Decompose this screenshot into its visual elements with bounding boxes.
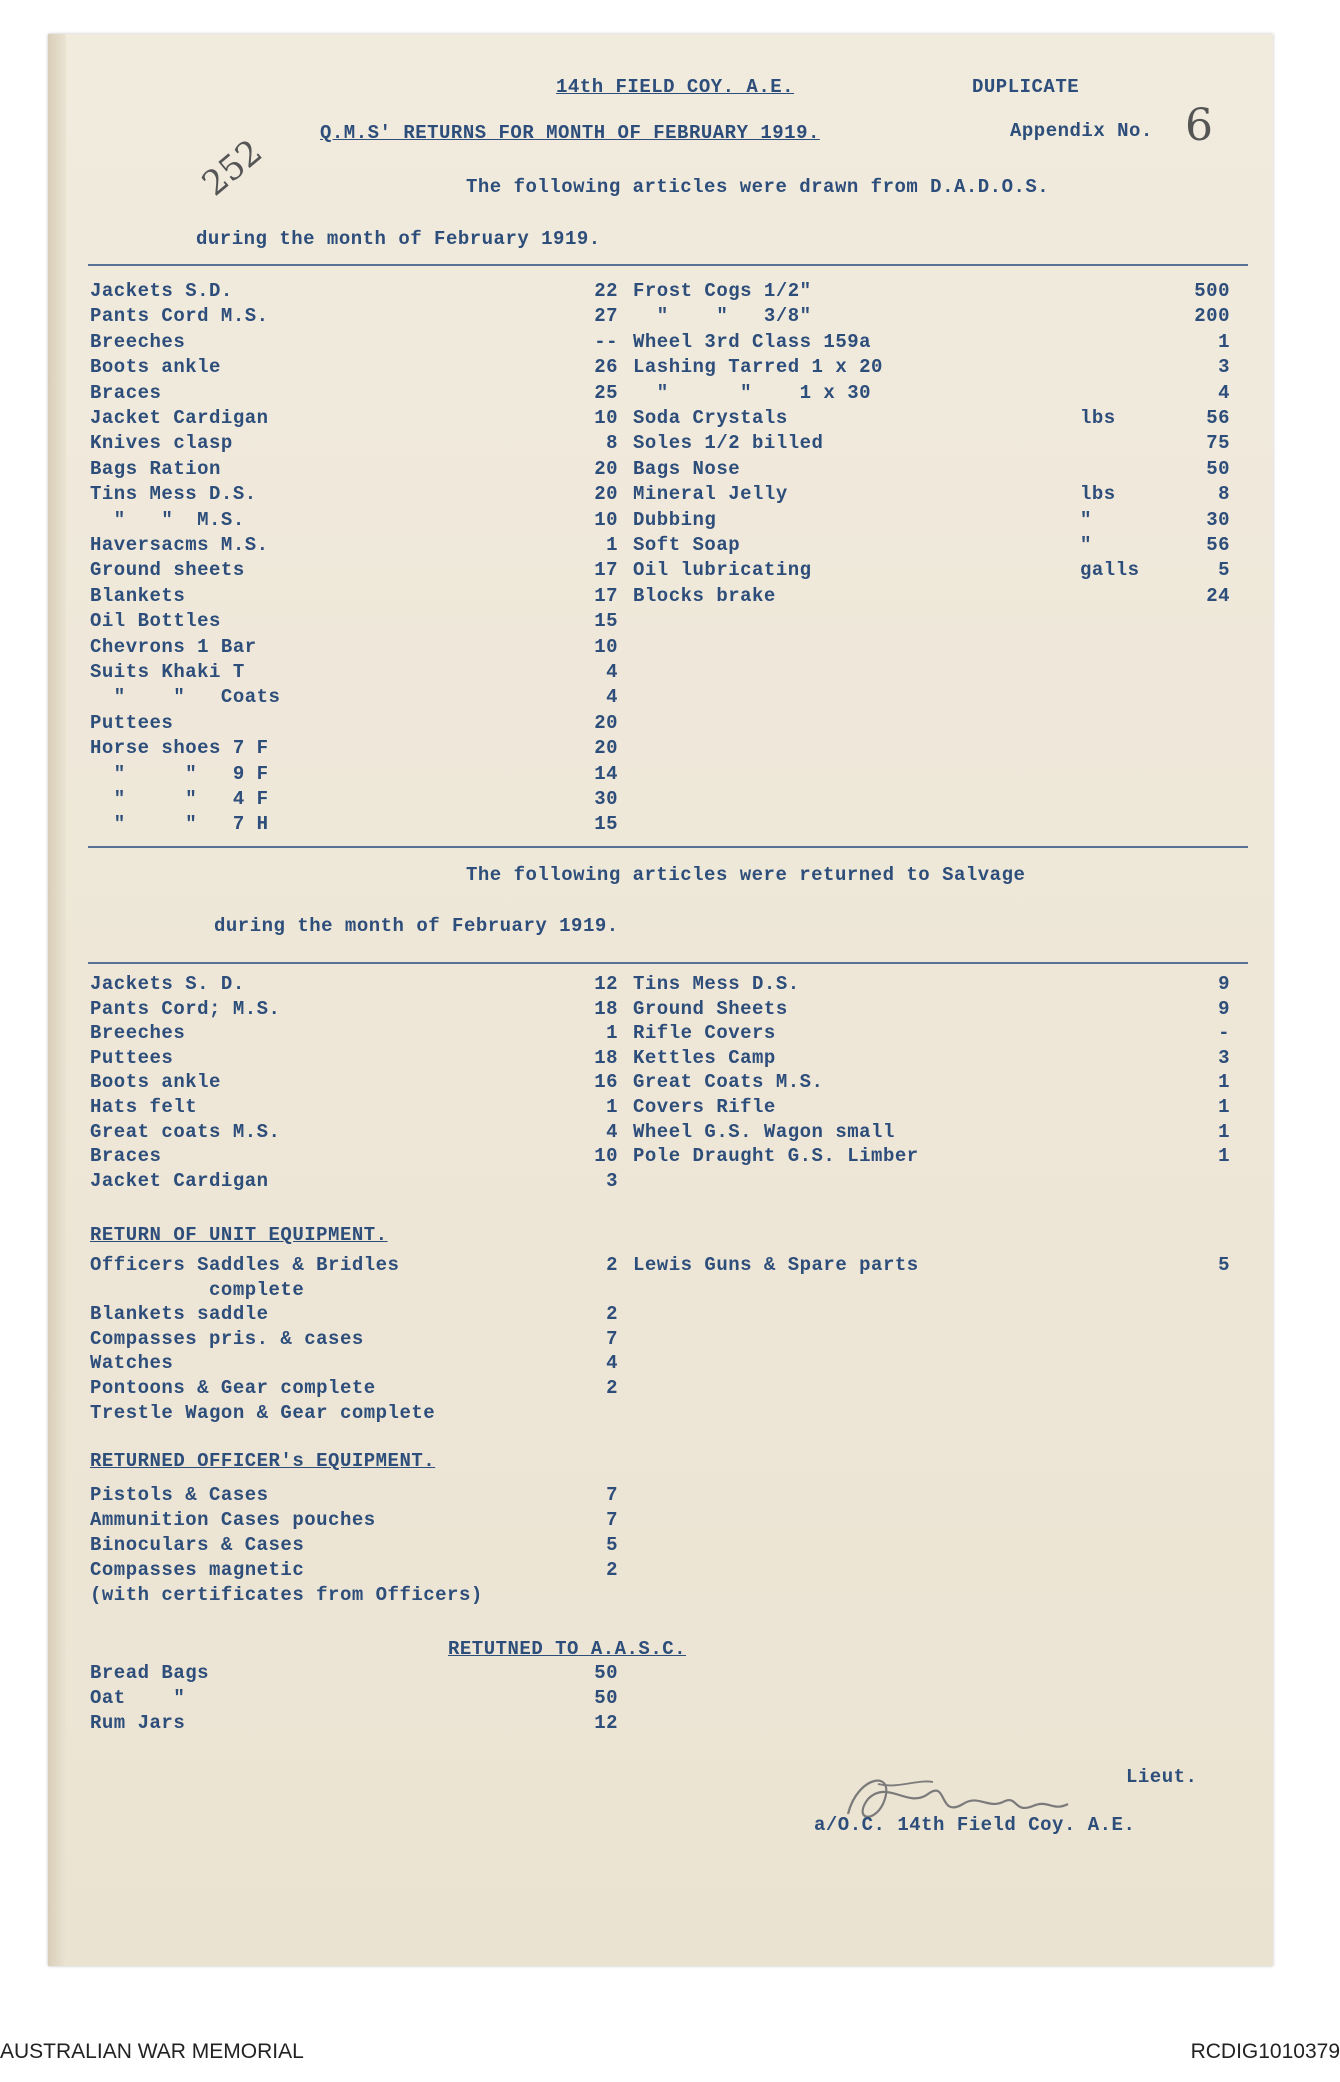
item-quantity: 30 xyxy=(594,788,618,810)
item-name: Compasses magnetic xyxy=(90,1559,305,1581)
item-quantity: 3 xyxy=(1218,356,1230,379)
item-name: Pistols & Cases xyxy=(90,1484,269,1506)
unit-equipment-heading: RETURN OF UNIT EQUIPMENT. xyxy=(90,1224,388,1246)
item-name: complete xyxy=(90,1278,305,1301)
item-name: Compasses pris. & cases xyxy=(90,1327,364,1350)
item-quantity: 200 xyxy=(1194,305,1230,328)
folio-number: 252 xyxy=(194,131,271,205)
item-name: Braces xyxy=(90,1145,162,1168)
item-name: Bread Bags xyxy=(90,1662,210,1684)
item-quantity: 50 xyxy=(594,1687,618,1709)
item-name: Dubbing xyxy=(633,508,717,531)
item-quantity: 22 xyxy=(594,280,618,302)
item-quantity: 4 xyxy=(606,1352,618,1375)
divider-rule xyxy=(88,846,1248,848)
item-quantity: 2 xyxy=(606,1559,618,1581)
unit-equipment-right-item: Lewis Guns & Spare parts xyxy=(633,1254,919,1276)
item-quantity: 17 xyxy=(594,584,618,607)
item-name: Jackets S. D. xyxy=(90,973,245,995)
item-name: Braces xyxy=(90,381,162,404)
item-quantity: 26 xyxy=(594,356,618,379)
item-name: Oat " xyxy=(90,1687,186,1709)
item-quantity: 500 xyxy=(1194,280,1230,302)
item-quantity: 2 xyxy=(606,1303,618,1326)
item-name: Pontoons & Gear complete xyxy=(90,1377,376,1399)
item-name: Great coats M.S. xyxy=(90,1120,281,1143)
item-name: Blankets xyxy=(90,584,186,607)
item-name: Breeches xyxy=(90,330,186,353)
item-quantity: 2 xyxy=(606,1254,618,1276)
item-quantity: 15 xyxy=(594,813,618,836)
item-name: Puttees xyxy=(90,1046,174,1069)
item-name: " " 7 H xyxy=(90,813,269,836)
item-unit: " xyxy=(1080,508,1092,531)
item-quantity: 10 xyxy=(594,1145,618,1168)
item-unit: lbs xyxy=(1080,483,1116,506)
item-name: " " M.S. xyxy=(90,508,245,531)
item-quantity: 8 xyxy=(606,432,618,455)
item-name: Puttees xyxy=(90,711,174,734)
item-name: " " 4 F xyxy=(90,788,269,810)
item-quantity: 18 xyxy=(594,997,618,1020)
item-name: Pants Cord; M.S. xyxy=(90,997,281,1020)
item-quantity: 9 xyxy=(1218,973,1230,995)
item-quantity: 1 xyxy=(1218,1071,1230,1094)
item-name: Wheel G.S. Wagon small xyxy=(633,1120,895,1143)
item-quantity: 17 xyxy=(594,559,618,582)
item-name: Pants Cord M.S. xyxy=(90,305,269,328)
item-quantity: 56 xyxy=(1206,407,1230,429)
item-name: Ground sheets xyxy=(90,559,245,582)
item-quantity: 18 xyxy=(594,1046,618,1069)
item-quantity: 1 xyxy=(1218,330,1230,353)
item-name: Kettles Camp xyxy=(633,1046,776,1069)
signature-role: a/O.C. 14th Field Coy. A.E. xyxy=(814,1814,1136,1836)
item-name: Chevrons 1 Bar xyxy=(90,635,257,658)
item-quantity: 75 xyxy=(1206,432,1230,455)
signature-rank: Lieut. xyxy=(1126,1766,1198,1788)
item-quantity: 15 xyxy=(594,610,618,633)
item-name: Suits Khaki T xyxy=(90,661,245,683)
item-quantity: 20 xyxy=(594,737,618,760)
item-quantity: 20 xyxy=(594,457,618,480)
item-quantity: 1 xyxy=(1218,1145,1230,1168)
item-quantity: 9 xyxy=(1218,997,1230,1020)
item-quantity: - xyxy=(1218,1022,1230,1045)
item-name: Breeches xyxy=(90,1022,186,1045)
item-quantity: 14 xyxy=(594,762,618,785)
footer-left: AUSTRALIAN WAR MEMORIAL xyxy=(0,2040,304,2063)
item-name: Jackets S.D. xyxy=(90,280,233,302)
salvage-intro-2: during the month of February 1919. xyxy=(214,915,619,937)
item-name: Oil Bottles xyxy=(90,610,221,633)
item-name: Soda Crystals xyxy=(633,407,788,429)
salvage-intro-1: The following articles were returned to Salvage xyxy=(466,864,1026,886)
appendix-number: 6 xyxy=(1185,100,1213,151)
item-quantity: 4 xyxy=(606,1120,618,1143)
item-name: Tins Mess D.S. xyxy=(633,973,800,995)
item-name: " " 3/8" xyxy=(633,305,812,328)
item-quantity: 7 xyxy=(606,1327,618,1350)
item-quantity: 16 xyxy=(594,1071,618,1094)
item-quantity: 3 xyxy=(606,1169,618,1192)
item-name: Frost Cogs 1/2" xyxy=(633,280,812,302)
item-name: Covers Rifle xyxy=(633,1096,776,1118)
officers-equipment-heading: RETURNED OFFICER's EQUIPMENT. xyxy=(90,1450,436,1472)
item-name: Rifle Covers xyxy=(633,1022,776,1045)
item-quantity: 7 xyxy=(606,1509,618,1531)
item-quantity: 50 xyxy=(594,1662,618,1684)
drawn-intro-2: during the month of February 1919. xyxy=(196,228,601,250)
unit-equipment-right-qty: 5 xyxy=(1218,1254,1230,1276)
item-name: Tins Mess D.S. xyxy=(90,483,257,506)
item-quantity: 24 xyxy=(1206,584,1230,607)
item-name: Great Coats M.S. xyxy=(633,1071,824,1094)
item-name: Lashing Tarred 1 x 20 xyxy=(633,356,883,379)
item-quantity: 10 xyxy=(594,508,618,531)
item-name: Soles 1/2 billed xyxy=(633,432,824,455)
drawn-intro-1: The following articles were drawn from D.A.D.O.S. xyxy=(466,176,1050,198)
item-name: Blankets saddle xyxy=(90,1303,269,1326)
item-name: Blocks brake xyxy=(633,584,776,607)
item-name: Ground Sheets xyxy=(633,997,788,1020)
item-quantity: 12 xyxy=(594,973,618,995)
item-unit: lbs xyxy=(1080,407,1116,429)
item-quantity: 27 xyxy=(594,305,618,328)
item-name: Pole Draught G.S. Limber xyxy=(633,1145,919,1168)
item-quantity: 1 xyxy=(606,1096,618,1118)
item-name: Horse shoes 7 F xyxy=(90,737,269,760)
item-name: Knives clasp xyxy=(90,432,233,455)
item-quantity: 10 xyxy=(594,407,618,429)
item-name: Wheel 3rd Class 159a xyxy=(633,330,872,353)
item-quantity: 5 xyxy=(1218,559,1230,582)
item-quantity: 4 xyxy=(606,661,618,683)
item-quantity: 20 xyxy=(594,711,618,734)
duplicate-label: DUPLICATE xyxy=(972,76,1080,98)
item-name: Boots ankle xyxy=(90,356,221,379)
item-quantity: 3 xyxy=(1218,1046,1230,1069)
item-name: " " 9 F xyxy=(90,762,269,785)
item-quantity: 8 xyxy=(1218,483,1230,506)
item-name: Rum Jars xyxy=(90,1712,186,1734)
item-quantity: 50 xyxy=(1206,457,1230,480)
item-name: Jacket Cardigan xyxy=(90,1169,269,1192)
item-quantity: 10 xyxy=(594,635,618,658)
item-quantity: 2 xyxy=(606,1377,618,1399)
item-quantity: -- xyxy=(594,330,618,353)
item-name: Bags Nose xyxy=(633,457,741,480)
item-unit: galls xyxy=(1080,559,1140,582)
item-quantity: 56 xyxy=(1206,534,1230,556)
item-name: Haversacms M.S. xyxy=(90,534,269,556)
item-name: Mineral Jelly xyxy=(633,483,788,506)
item-name: Trestle Wagon & Gear complete xyxy=(90,1401,436,1424)
item-unit: " xyxy=(1080,534,1092,556)
item-name: " " 1 x 30 xyxy=(633,381,872,404)
item-quantity: 1 xyxy=(606,1022,618,1045)
item-quantity: 4 xyxy=(1218,381,1230,404)
item-quantity: 20 xyxy=(594,483,618,506)
item-name: Ammunition Cases pouches xyxy=(90,1509,376,1531)
appendix-label: Appendix No. xyxy=(1010,120,1153,142)
item-name: Officers Saddles & Bridles xyxy=(90,1254,400,1276)
item-quantity: 7 xyxy=(606,1484,618,1506)
returns-title: Q.M.S' RETURNS FOR MONTH OF FEBRUARY 1919. xyxy=(320,122,820,144)
item-name: " " Coats xyxy=(90,686,281,709)
aasc-heading: RETUTNED TO A.A.S.C. xyxy=(448,1638,687,1660)
item-quantity: 1 xyxy=(1218,1096,1230,1118)
item-name: (with certificates from Officers) xyxy=(90,1584,483,1606)
item-quantity: 4 xyxy=(606,686,618,709)
item-name: Oil lubricating xyxy=(633,559,812,582)
divider-rule xyxy=(88,264,1248,266)
item-name: Jacket Cardigan xyxy=(90,407,269,429)
unit-heading: 14th FIELD COY. A.E. xyxy=(556,76,795,98)
item-name: Soft Soap xyxy=(633,534,741,556)
item-name: Boots ankle xyxy=(90,1071,221,1094)
item-name: Watches xyxy=(90,1352,174,1375)
item-quantity: 12 xyxy=(594,1712,618,1734)
item-quantity: 30 xyxy=(1206,508,1230,531)
item-quantity: 25 xyxy=(594,381,618,404)
item-quantity: 5 xyxy=(606,1534,618,1556)
item-name: Bags Ration xyxy=(90,457,221,480)
footer-right: RCDIG1010379 xyxy=(1190,2040,1340,2063)
item-name: Binoculars & Cases xyxy=(90,1534,305,1556)
item-quantity: 1 xyxy=(606,534,618,556)
item-name: Hats felt xyxy=(90,1096,198,1118)
divider-rule xyxy=(88,962,1248,964)
item-quantity: 1 xyxy=(1218,1120,1230,1143)
